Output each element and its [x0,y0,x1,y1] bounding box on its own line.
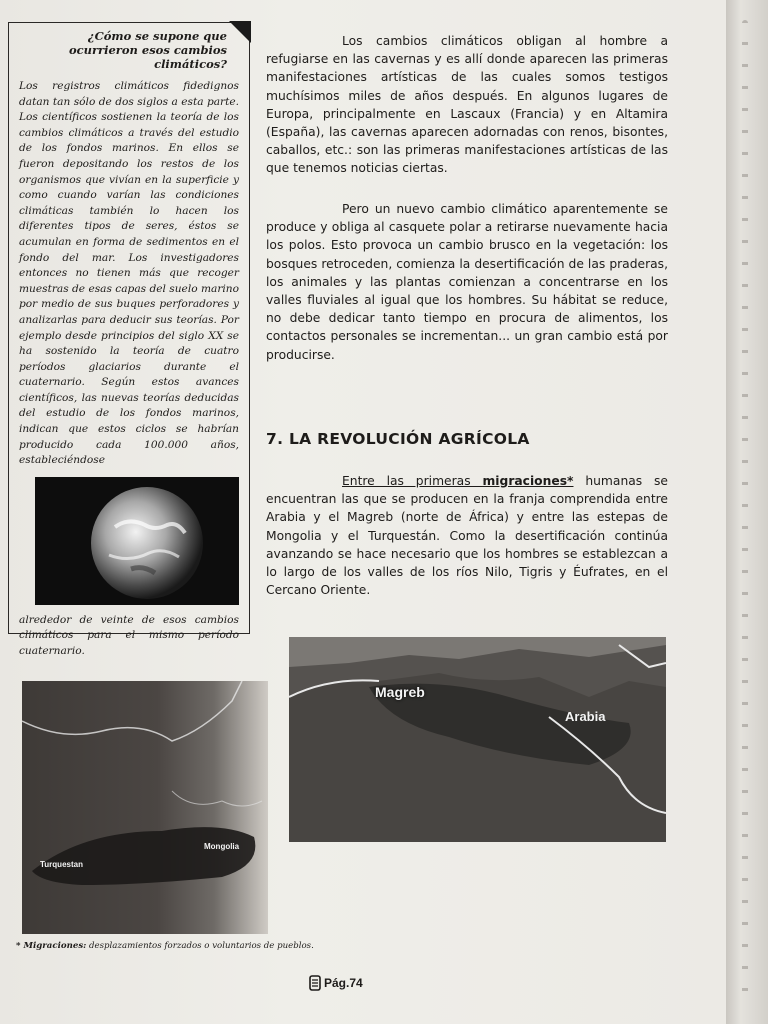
page-number [309,975,363,991]
map-right-illustration [289,637,666,842]
map-label-arabia: Arabia [565,709,606,724]
sidebar-text-1: Los registros climáticos fidedignos datan tan sólo de dos siglos a esta parte. Los científicos sostienen la teoría de los cambios climáticos a través del estudio de los fondos marinos. En ellos se fueron depositando los restos de los organismos que vivían en la superficie y como cuando varían las condiciones climáticas también lo hacen los diferentes tipos de seres, éstos se acumulan en forma de sedimentos en el fondo del mar. Los investigadores entonces no tienen más que recoger muestras de esas capas del suelo marino por medio de sus buques perforadores y analizarlas para deducir sus teorías. Por ejemplo desde principios del siglo XX se ha sostenido la teoría de cuatro períodos glaciarios durante el cuaternario. Según estos avances científicos, las nuevas teorías deducidas del estudio de los fondos marinos, indican que estos ciclos se habrían producido cada 100.000 años, estableciéndose [19,80,239,467]
footnote-definition: desplazamientos forzados o voluntarios de pueblos. [86,941,314,951]
map-magreb-arabia [289,637,666,842]
section-heading: 7. LA REVOLUCIÓN AGRÍCOLA [266,430,530,448]
earth-globe-icon [35,477,239,605]
book-logo-icon [309,975,321,991]
migraciones-term: migraciones* [482,474,574,488]
para-3-rest: humanas se encuentran las que se producen en la franja comprendida entre Arabia y el Magreb (norte de África) y entre las estepas de Mongolia y el Turquestán. Como la desertificación continúa avanzando se hace necesario que los hombres se establezcan a lo largo de los valles de los ríos Nilo, Tigris y Éufrates, en el Cercano Oriente. [266,474,668,598]
map-label-magreb: Magreb [375,684,425,700]
binding-holes [742,20,748,1010]
sidebar-box [8,22,250,658]
map-label-turquestan: Turquestan [40,860,83,869]
map-label-mongolia: Mongolia [204,842,240,851]
sidebar-title: ¿Cómo se supone que ocurrieron esos cambios climáticos? [68,29,227,71]
footnote [16,941,376,951]
sidebar-text-2: alrededor de veinte de esos cambios climáticos para el mismo período cuaternario. [19,613,239,658]
earth-photo [35,477,239,605]
page-number-text: Pág.74 [324,976,363,990]
para-3-lead: Entre las primeras [342,474,483,488]
map-left-illustration [22,681,268,934]
footnote-term: * Migraciones: [16,941,87,951]
paragraph-1: Los cambios climáticos obligan al hombre a refugiarse en las cavernas y es allí donde aparecen las primeras manifestaciones artísticas de las cuales somos testigos muchísimos miles de años después. En algunos lugares de Europa, principalmente en Lascaux (Francia) y en Altamira (España), las cavernas aparecen adornadas con renos, bisontes, caballos, etc.: son las primeras manifestaciones artísticas de las que tenemos noticias ciertas. [266,34,668,176]
paragraph-3 [266,472,668,599]
map-mongolia-turquestan [22,681,268,934]
paragraph-2: Pero un nuevo cambio climático aparentemente se produce y obliga al casquete polar a retirarse nuevamente hacia los polos. Esto provoca un cambio brusco en la vegetación: los bosques retroceden, comienza la desertificación de las praderas, los animales y las plantas comienzan a concentrarse en los valles fluviales al igual que los hombres. Su hábitat se reduce, no debe dedicar tanto tiempo en procura de alimentos, los contactos personales se incrementan... un gran cambio está por producirse. [266,202,668,362]
corner-mark [229,21,251,43]
